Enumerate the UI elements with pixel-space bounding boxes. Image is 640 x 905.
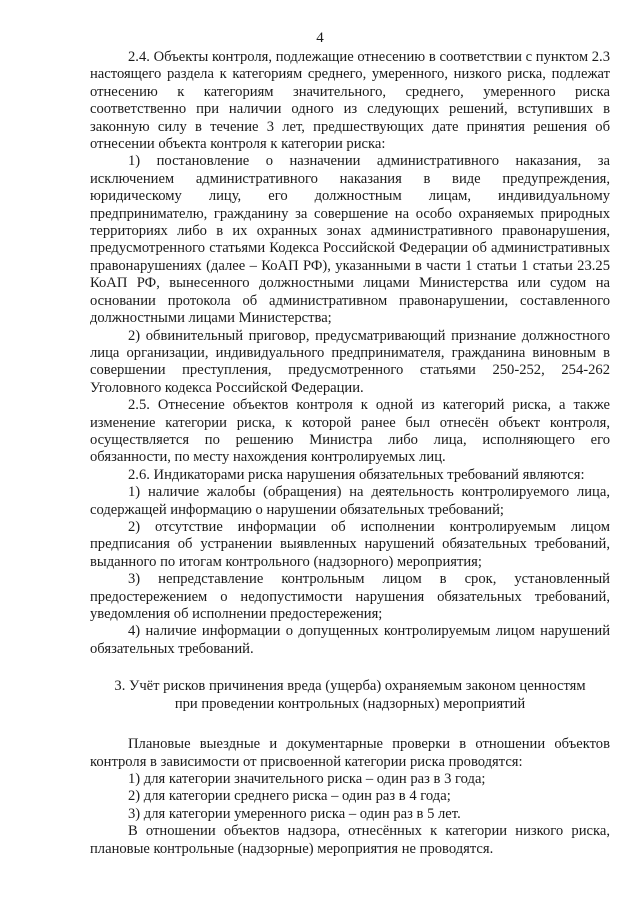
paragraph-2-6-item-2: 2) отсутствие информации об исполнении контролируемым лицом предписания об устранении выявленных нарушений обязательных требований, выданного по итогам контрольного (надзорного) мероприятия; bbox=[90, 518, 610, 570]
paragraph-2-4-item-1: 1) постановление о назначении административного наказания, за исключением административного наказания в виде предупреждения, юридическому лицу, его должностным лицам, индивидуальному предпринимателю, гражданину за совершение на особо охраняемых природных территориях либо в их охранных зонах административного правонарушения, предусмотренного статьями Кодекса Российской Федерации об административных правонарушениях (далее – КоАП РФ), указанными в части 1 статьи 1 статьи 23.25 КоАП РФ, вынесенного должностными лицами Министерства или судом на основании протокола об административном правонарушении, составленного должностными лицами Министерства; bbox=[90, 153, 610, 327]
section-3-closing: В отношении объектов надзора, отнесённых к категории низкого риска, плановые контрольные (надзорные) мероприятия не проводятся. bbox=[90, 823, 610, 857]
section-3-heading bbox=[90, 677, 610, 713]
page-number: 4 bbox=[316, 30, 324, 46]
paragraph-2-6: 2.6. Индикаторами риска нарушения обязательных требований являются: bbox=[128, 466, 585, 483]
paragraph-2-6-item-4: 4) наличие информации о допущенных контролируемым лицом нарушений обязательных требований. bbox=[90, 623, 610, 657]
paragraph-2-4-item-2: 2) обвинительный приговор, предусматривающий признание должностного лица организации, индивидуального предпринимателя, гражданина виновным в совершении преступления, предусмотренного статьями 250-252, 254-262 Уголовного кодекса Российской Федерации. bbox=[90, 327, 610, 396]
paragraph-2-4: 2.4. Объекты контроля, подлежащие отнесению в соответствии с пунктом 2.3 настоящего раздела к категориям среднего, умеренного, низкого риска, подлежат отнесению к категориям значительного, среднего, умеренного риска соответственно при наличии одного из следующих решений, вступивших в законную силу в течение 3 лет, предшествующих дате принятия решения об отнесении объекта контроля к категории риска: bbox=[90, 49, 610, 153]
paragraph-2-6-item-1: 1) наличие жалобы (обращения) на деятельность контролируемого лица, содержащей информацию о нарушении обязательных требований; bbox=[90, 484, 610, 518]
paragraph-2-5: 2.5. Отнесение объектов контроля к одной из категорий риска, а также изменение категории риска, к которой ранее был отнесён объект контроля, осуществляется по решению Министра либо лица, исполняющего его обязанности, по месту нахождения контролируемых лиц. bbox=[90, 397, 610, 466]
paragraph-2-6-item-3: 3) непредставление контрольным лицом в срок, установленный предостережением о недопустимости нарушения обязательных требований, уведомления об исполнении предостережения; bbox=[90, 571, 610, 622]
section-3-heading-line-1: 3. Учёт рисков причинения вреда (ущерба) охраняемым законом ценностям bbox=[114, 678, 586, 695]
section-3-heading-line-2: при проведении контрольных (надзорных) мероприятий bbox=[174, 696, 526, 713]
section-3-item-2: 2) для категории среднего риска – один раз в 4 года; bbox=[128, 788, 451, 805]
section-3-item-1: 1) для категории значительного риска – один раз в 3 года; bbox=[128, 771, 486, 788]
document-body bbox=[90, 49, 610, 858]
section-3-intro: Плановые выездные и документарные проверки в отношении объектов контроля в зависимости от присвоенной категории риска проводятся: bbox=[90, 736, 610, 770]
section-3-item-3: 3) для категории умеренного риска – один раз в 5 лет. bbox=[128, 805, 461, 822]
